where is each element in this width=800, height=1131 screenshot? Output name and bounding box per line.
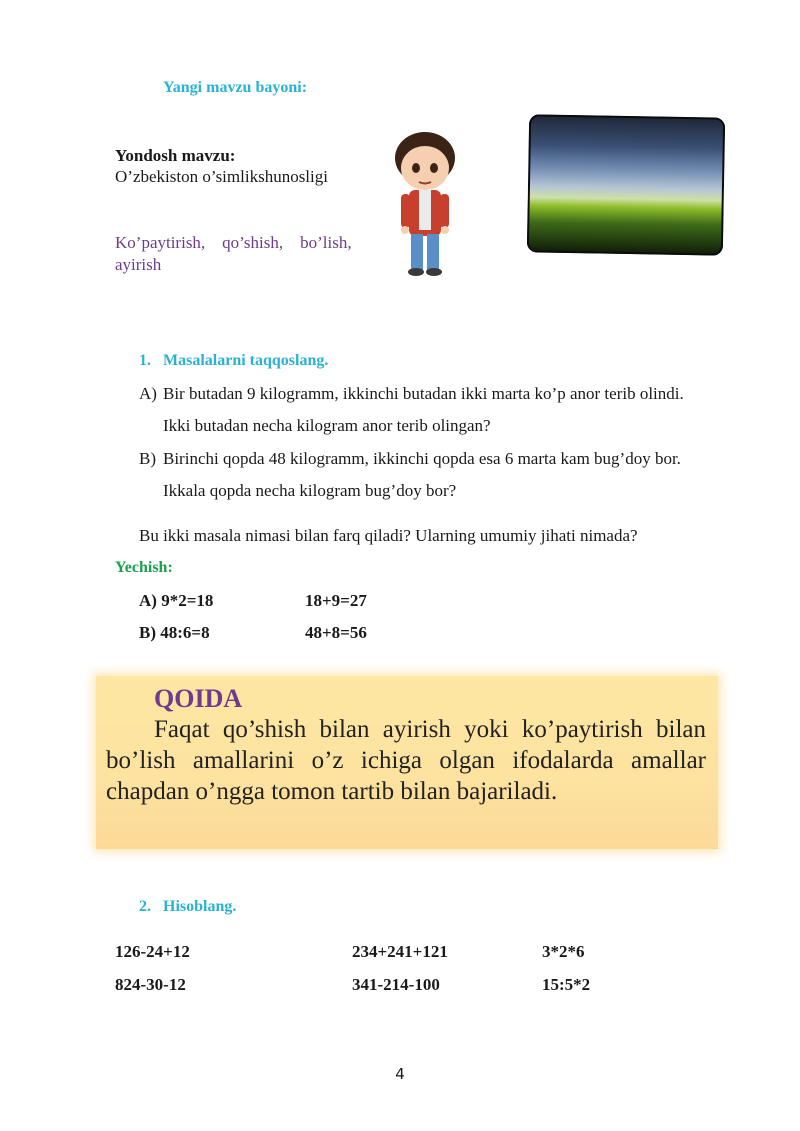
task-1-question: Bu ikki masala nimasi bilan farq qiladi? Ularning umumiy jihati nimada? [139,526,638,545]
keywords-line-2: ayirish [115,255,162,274]
task-2-title: Hisoblang. [163,898,237,915]
exercise-1-3: 3*2*6 [542,942,585,961]
task-1-b-line-1: Birinchi qopda 48 kilogramm, ikkinchi qopda esa 6 marta kam bug’doy bor. [163,449,681,468]
page-number: 4 [395,1065,405,1083]
task-1-number: 1. [139,352,151,369]
related-topic-title: Yondosh mavzu: [115,146,236,165]
solution-row-b-right: 48+8=56 [305,623,367,642]
rule-title: QOIDA [154,684,243,713]
related-topic-subject: O’zbekiston o’simlikshunosligi [115,167,328,186]
solution-row-b-left: B) 48:6=8 [139,623,210,642]
exercise-1-2: 234+241+121 [352,942,448,961]
solution-row-a-right: 18+9=27 [305,591,367,610]
solution-label: Yechish: [115,559,173,576]
new-topic-heading: Yangi mavzu bayoni: [163,79,308,96]
rule-text: Faqat qo’shish bilan ayirish yoki ko’paytirish bilan bo’lish amallarini o’z ichiga olgan ifodalarda amallar chapdan o’ngga tomon tartib bilan bajariladi. [106,716,706,805]
keywords-line-1: Ko’paytirish, qo’shish, bo’lish, [115,233,352,252]
landscape-photo [527,114,725,255]
exercise-2-3: 15:5*2 [542,975,591,994]
task-1-b-line-2: Ikkala qopda necha kilogram bug’doy bor? [163,481,457,500]
exercise-1-1: 126-24+12 [115,942,190,961]
task-1-a-label: A) [139,384,157,403]
task-1-a-line-1: Bir butadan 9 kilogramm, ikkinchi butadan ikki marta ko’p anor terib olindi. [163,384,684,403]
boy-illustration [385,128,465,278]
exercise-2-1: 824-30-12 [115,975,186,994]
task-1-title: Masalalarni taqqoslang. [163,352,329,369]
task-1-b-label: B) [139,449,156,468]
exercise-2-2: 341-214-100 [352,975,440,994]
task-2-number: 2. [139,898,151,915]
solution-row-a-left: A) 9*2=18 [139,591,214,610]
task-1-a-line-2: Ikki butadan necha kilogram anor terib olingan? [163,416,491,435]
